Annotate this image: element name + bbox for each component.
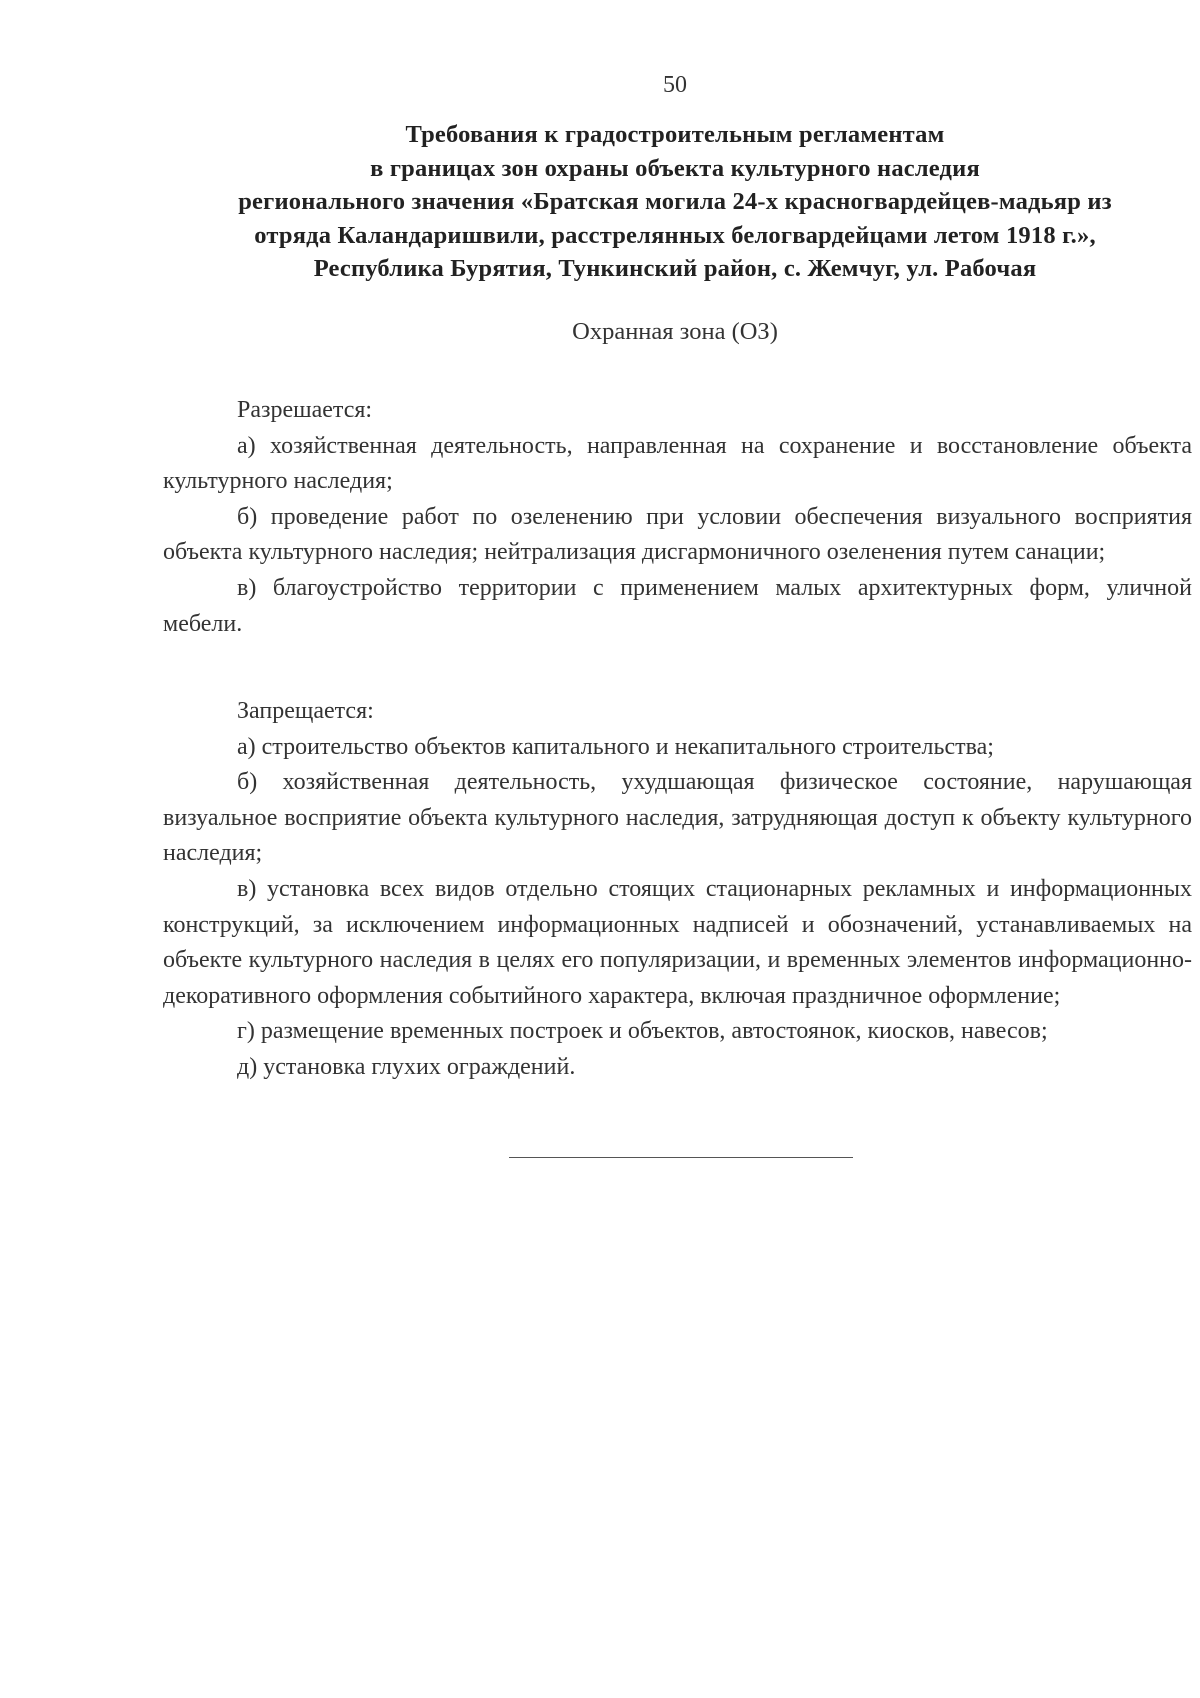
forbidden-item: в) установка всех видов отдельно стоящих стационарных рекламных и информационных конструкций, за исключением информационных надписей и обозначений, устанавливаемых на объекте культурного наследия в целях его популяризации, и временных элементов информационно-декоративного оформления событийного характера, включая праздничное оформление;: [163, 875, 1192, 1009]
forbidden-item: б) хозяйственная деятельность, ухудшающая физическое состояние, нарушающая визуальное восприятие объекта культурного наследия, затрудняющая доступ к объекту культурного наследия;: [163, 769, 1192, 867]
forbidden-heading: Запрещается:: [237, 698, 374, 724]
title-line: отряда Каландаришвили, расстрелянных белогвардейцами летом 1918 г.»,: [254, 221, 1096, 249]
title-line: Республика Бурятия, Тункинский район, с. Жемчуг, ул. Рабочая: [313, 255, 1037, 282]
allowed-item: б) проведение работ по озеленению при условии обеспечения визуального восприятия объекта культурного наследия; нейтрализация дисгармоничного озеленения путем санации;: [163, 503, 1192, 566]
title-line: в границах зон охраны объекта культурного наследия: [370, 154, 980, 182]
title-line: Требования к градостроительным регламентам: [405, 121, 945, 148]
closing-divider: [509, 1157, 853, 1158]
page-number: 50: [663, 72, 687, 98]
title-line: регионального значения «Братская могила 24-х красногвардейцев-мадьяр из: [238, 188, 1112, 215]
forbidden-item: д) установка глухих ограждений.: [237, 1053, 576, 1080]
zone-title: Охранная зона (ОЗ): [572, 318, 778, 345]
document-title: [160, 118, 1190, 286]
forbidden-section: [163, 694, 1192, 1086]
allowed-heading: Разрешается:: [237, 397, 373, 423]
forbidden-item: г) размещение временных построек и объектов, автостоянок, киосков, навесов;: [237, 1018, 1048, 1045]
allowed-section: [163, 393, 1192, 642]
forbidden-item: а) строительство объектов капитального и некапитального строительства;: [237, 733, 994, 760]
allowed-item: в) благоустройство территории с применением малых архитектурных форм, уличной мебели.: [163, 574, 1192, 637]
allowed-item: а) хозяйственная деятельность, направленная на сохранение и восстановление объекта культурного наследия;: [163, 432, 1192, 495]
